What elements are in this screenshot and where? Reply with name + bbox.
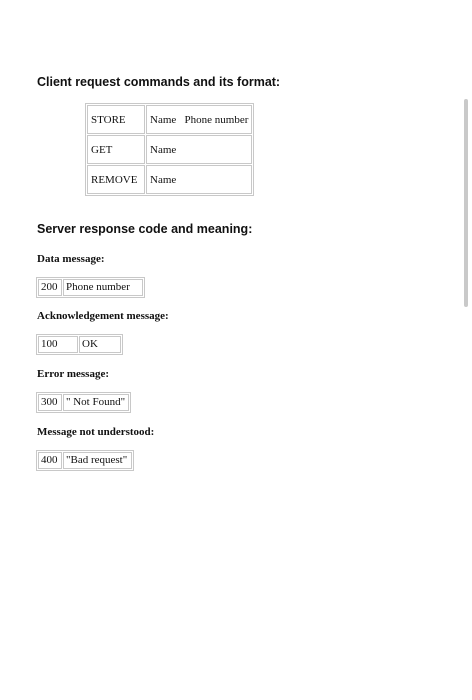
error-message-box (36, 392, 131, 413)
not-understood-label: Message not understood: (37, 426, 155, 438)
response-meaning: " Not Found" (63, 394, 129, 411)
client-commands-table (85, 103, 254, 196)
table-row (87, 165, 252, 194)
data-message-label: Data message: (37, 253, 105, 265)
response-meaning: OK (79, 336, 121, 353)
ack-message-label: Acknowledgement message: (37, 310, 169, 322)
response-code: 200 (38, 279, 62, 296)
response-code: 100 (38, 336, 78, 353)
table-row (87, 135, 252, 164)
table-row (87, 105, 252, 134)
vertical-scrollbar[interactable] (464, 99, 468, 307)
client-commands-heading: Client request commands and its format: (37, 75, 281, 89)
ack-message-box (36, 334, 123, 355)
response-code: 300 (38, 394, 62, 411)
data-message-box (36, 277, 145, 298)
server-response-heading: Server response code and meaning: (37, 222, 253, 236)
error-message-label: Error message: (37, 368, 109, 380)
format-cell: Name (146, 135, 252, 164)
response-code: 400 (38, 452, 62, 469)
command-cell: GET (87, 135, 145, 164)
format-cell: Name (146, 165, 252, 194)
command-cell: REMOVE (87, 165, 145, 194)
not-understood-box (36, 450, 134, 471)
response-meaning: Phone number (63, 279, 143, 296)
format-cell: Name Phone number (146, 105, 252, 134)
response-meaning: "Bad request" (63, 452, 132, 469)
command-cell: STORE (87, 105, 145, 134)
